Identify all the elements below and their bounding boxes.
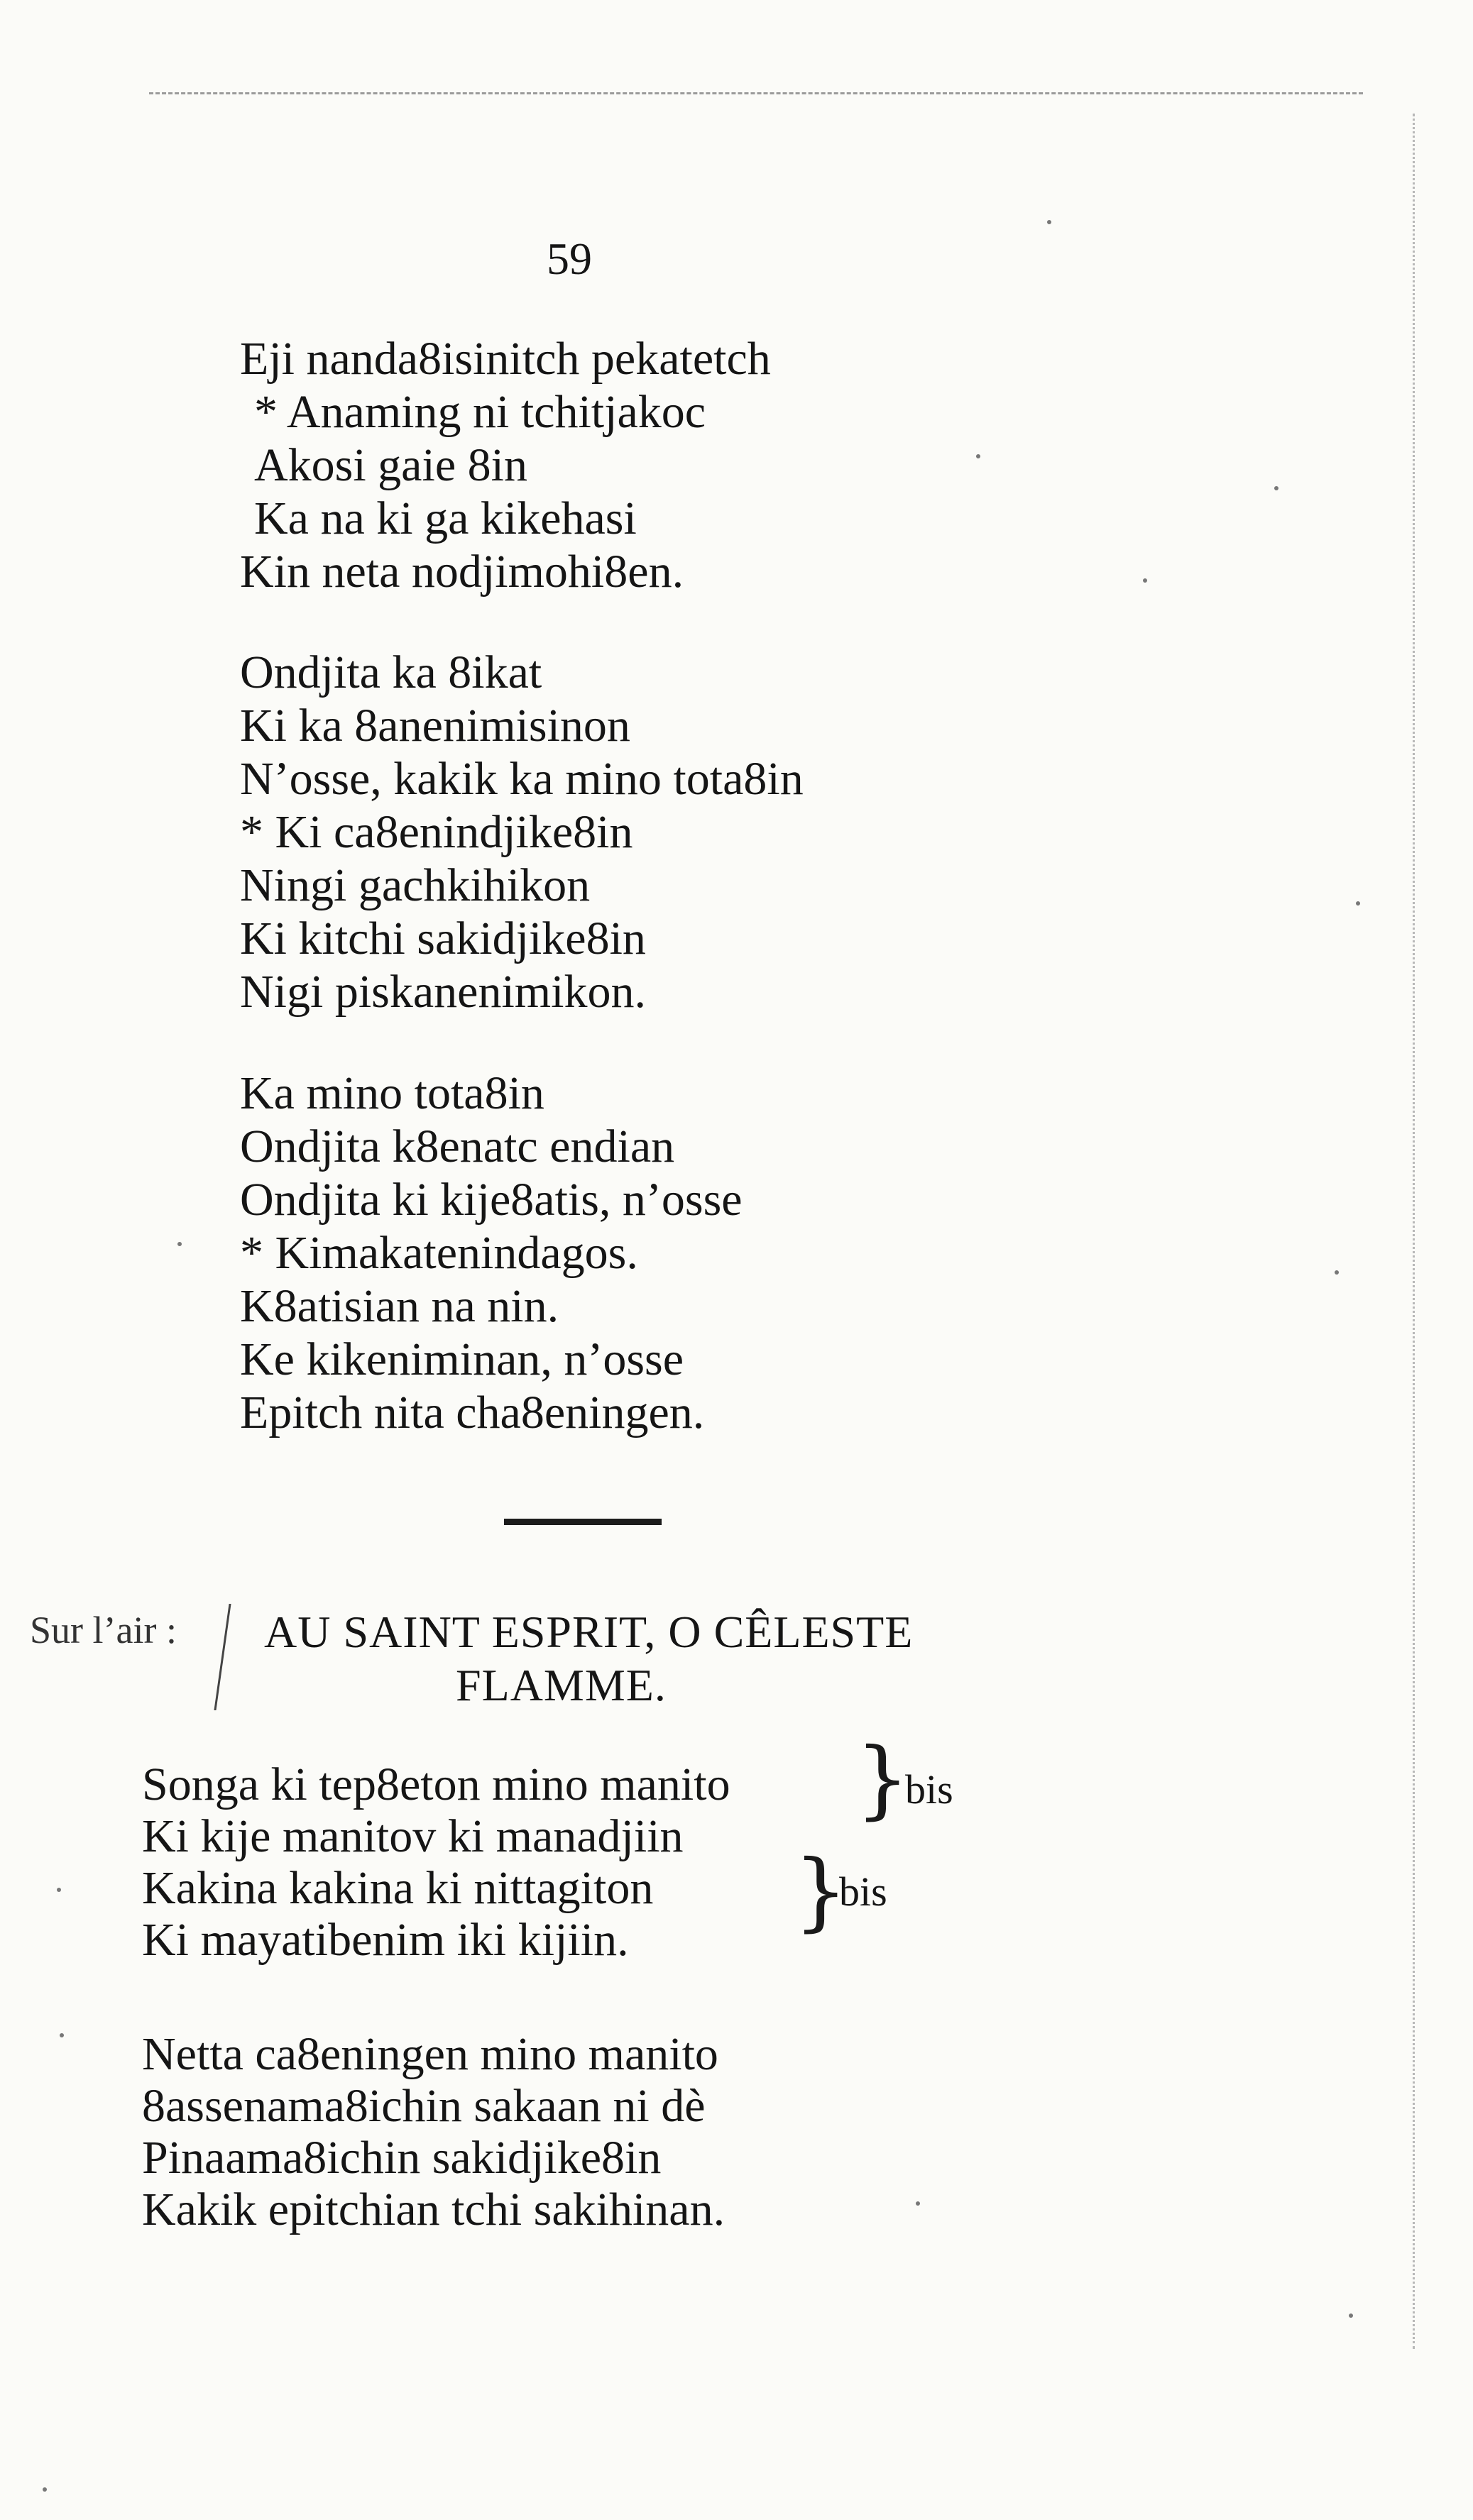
verse-line: Ki ka 8anenimisinon — [240, 700, 630, 752]
paper-speck — [1356, 901, 1360, 906]
verse-line: 8assenama8ichin sakaan ni dè — [142, 2080, 706, 2132]
paper-speck — [57, 1888, 61, 1892]
hymn-stanza-2 — [142, 2028, 725, 2235]
verse-line: Ka mino tota8in — [240, 1067, 544, 1119]
curly-brace-icon: } — [794, 1842, 848, 1941]
stanza-2 — [240, 646, 804, 1018]
curly-brace-icon: } — [855, 1730, 910, 1829]
verse-line: Kakina kakina ki nittagiton — [142, 1862, 654, 1914]
stanza-3 — [240, 1067, 743, 1439]
repeat-mark: bis — [905, 1766, 953, 1812]
air-title-line-2: FLAMME. — [456, 1660, 667, 1710]
verse-line: * Ki ca8enindjike8in — [240, 806, 633, 858]
verse-line: N’osse, kakik ka mino tota8in — [240, 753, 804, 805]
paper-speck — [916, 2201, 920, 2206]
verse-line: Kakik epitchian tchi sakihinan. — [142, 2184, 725, 2235]
air-label: Sur l’air : — [30, 1609, 177, 1651]
page-edge-right — [1413, 114, 1415, 2349]
air-bracket — [214, 1604, 249, 1710]
paper-speck — [1349, 2313, 1353, 2318]
verse-line: Pinaama8ichin sakidjike8in — [142, 2132, 662, 2184]
verse-line: Ki kije manitov ki manadjiin — [142, 1810, 684, 1862]
paper-speck — [1143, 578, 1147, 583]
verse-line: Ki kitchi sakidjike8in — [240, 913, 646, 964]
paper-speck — [976, 454, 980, 458]
verse-line: Ki mayatibenim iki kijiin. — [142, 1914, 629, 1966]
page-number: 59 — [547, 233, 592, 284]
paper-speck — [1335, 1270, 1339, 1275]
verse-line: Akosi gaie 8in — [254, 439, 527, 491]
page-edge-top — [149, 92, 1363, 94]
verse-line: Kin neta nodjimohi8en. — [240, 546, 684, 598]
verse-line: Songa ki tep8eton mino manito — [142, 1759, 730, 1810]
verse-line: Ka na ki ga kikehasi — [254, 493, 637, 544]
verse-line: K8atisian na nin. — [240, 1280, 559, 1332]
paper-speck — [1047, 220, 1051, 224]
paper-speck — [43, 2487, 47, 2492]
verse-line: Ondjita ki kije8atis, n’osse — [240, 1174, 743, 1226]
hymn-stanza-1 — [142, 1759, 730, 1966]
verse-line: Netta ca8eningen mino manito — [142, 2028, 718, 2080]
section-divider — [504, 1519, 662, 1525]
paper-speck — [177, 1242, 182, 1246]
verse-line: Ningi gachkihikon — [240, 859, 591, 911]
air-title — [264, 1605, 913, 1712]
verse-line: * Anaming ni tchitjakoc — [254, 386, 706, 438]
verse-line: Ke kikeniminan, n’osse — [240, 1333, 684, 1385]
paper-speck — [1274, 486, 1278, 490]
verse-line: Eji nanda8isinitch pekatetch — [240, 333, 771, 385]
paper-speck — [60, 2033, 64, 2037]
repeat-mark: bis — [839, 1869, 887, 1915]
stanza-1 — [240, 332, 771, 598]
verse-line: Epitch nita cha8eningen. — [240, 1387, 705, 1438]
verse-line: Ondjita ka 8ikat — [240, 646, 542, 698]
verse-line: Nigi piskanenimikon. — [240, 966, 646, 1018]
air-title-line-1: AU SAINT ESPRIT, O CÊLESTE — [264, 1607, 914, 1657]
verse-line: * Kimakatenindagos. — [240, 1227, 638, 1279]
verse-line: Ondjita k8enatc endian — [240, 1121, 675, 1172]
